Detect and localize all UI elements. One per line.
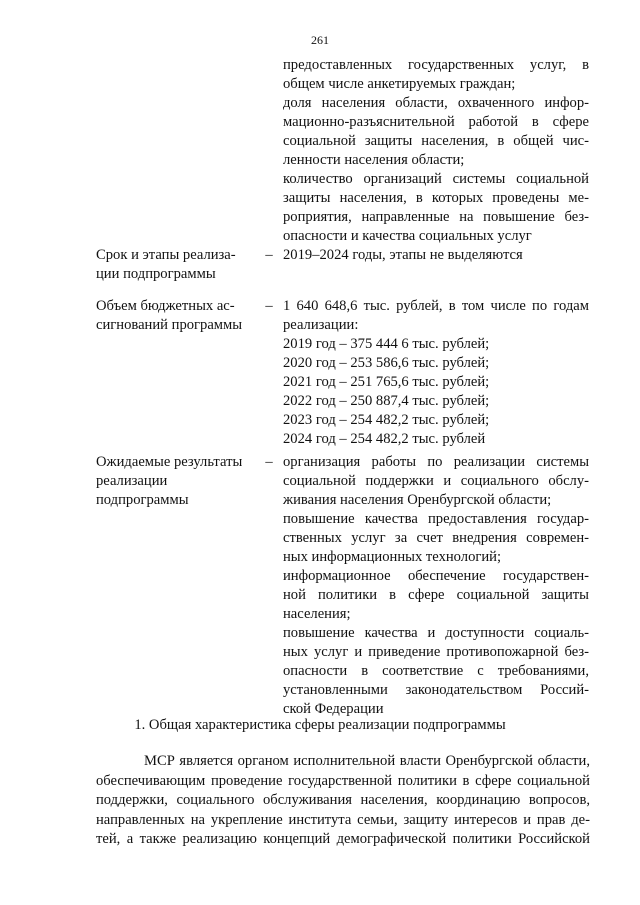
value-line: живания населения Оренбургской области; — [283, 492, 552, 508]
continued-indicators-text — [283, 56, 589, 246]
value-line: организация работы по реализации системы — [283, 454, 589, 470]
label-line: сигнований программы — [96, 317, 243, 333]
value-line: ской Федерации — [283, 701, 384, 717]
value-line: повышение качества и доступности социаль- — [283, 625, 589, 641]
paragraph-line: обеспечивающим проведение государственной политики в сфере социальной — [96, 772, 590, 789]
value-line: ных услуг и приведение противопожарной без- — [283, 644, 589, 660]
label-line: реализации — [96, 473, 168, 489]
row-label-budget — [96, 297, 252, 335]
value-line: ных информационных технологий; — [283, 549, 502, 565]
row-value-expected-results — [283, 453, 589, 719]
value-line: повышение качества предоставления государ- — [283, 511, 589, 527]
paragraph-line: направленных на укрепление института семьи, защиту интересов и прав де- — [96, 811, 590, 828]
label-line: Срок и этапы реализа- — [96, 247, 236, 263]
text-line: ленности населения области; — [283, 152, 465, 168]
value-line: ственных услуг за счет внедрения современ- — [283, 530, 589, 546]
paragraph-line: поддержки, социального обслуживания населения, координацию вопросов, — [96, 792, 590, 808]
value-line: 2022 год – 250 887,4 тыс. рублей; — [283, 393, 490, 409]
paragraph-line: МСР является органом исполнительной власти Оренбургской области, — [144, 753, 590, 769]
text-line: защиты населения, в которых проведены ме- — [283, 190, 589, 206]
value-line: 2020 год – 253 586,6 тыс. рублей; — [283, 355, 490, 371]
text-line: предоставленных государственных услуг, в — [283, 57, 589, 73]
text-line: социальной защиты населения, в общей чис- — [283, 133, 589, 149]
label-line: подпрограммы — [96, 492, 189, 508]
value-line: 1 640 648,6 тыс. рублей, в том числе по годам — [283, 298, 589, 314]
value-line: опасности в соответствие с требованиями, — [283, 663, 589, 679]
value-line: установленными законодательством Россий- — [283, 682, 589, 698]
row-label-deadlines — [96, 246, 252, 284]
value-line: ной политики в сфере социальной защиты — [283, 587, 589, 603]
row-value-deadlines — [283, 246, 589, 265]
value-line: 2023 год – 254 482,2 тыс. рублей; — [283, 412, 490, 428]
value-line: 2019–2024 годы, этапы не выделяются — [283, 247, 523, 263]
row-dash: – — [265, 298, 273, 314]
row-value-budget — [283, 297, 589, 449]
text-line: общем числе анкетируемых граждан; — [283, 76, 516, 92]
paragraph-line: тей, а также реализацию концепций демографической политики Российской — [96, 831, 590, 847]
label-line: ции подпрограммы — [96, 266, 216, 282]
text-line: мационно-разъяснительной работой в сфере — [283, 114, 589, 130]
label-line: Ожидаемые результаты — [96, 454, 243, 470]
value-line: 2019 год – 375 444 6 тыс. рублей; — [283, 336, 490, 352]
text-line: количество организаций системы социальной — [283, 171, 589, 187]
value-line: информационное обеспечение государствен- — [283, 568, 589, 584]
value-line: 2021 год – 251 765,6 тыс. рублей; — [283, 374, 490, 390]
page-number: 261 — [311, 33, 329, 47]
row-dash: – — [265, 247, 273, 263]
value-line: населения; — [283, 606, 351, 622]
row-dash: – — [265, 454, 273, 470]
text-line: доля населения области, охваченного инфор- — [283, 95, 589, 111]
label-line: Объем бюджетных ас- — [96, 298, 235, 314]
value-line: 2024 год – 254 482,2 тыс. рублей — [283, 431, 486, 447]
body-paragraph — [96, 752, 590, 850]
text-line: роприятия, направленные на повышение без- — [283, 209, 589, 225]
value-line: реализации: — [283, 317, 359, 333]
text-line: опасности и качества социальных услуг — [283, 228, 532, 244]
row-label-expected-results — [96, 453, 252, 510]
section-heading: 1. Общая характеристика сферы реализации подпрограммы — [134, 717, 506, 733]
value-line: социальной поддержки и социального обслу- — [283, 473, 589, 489]
